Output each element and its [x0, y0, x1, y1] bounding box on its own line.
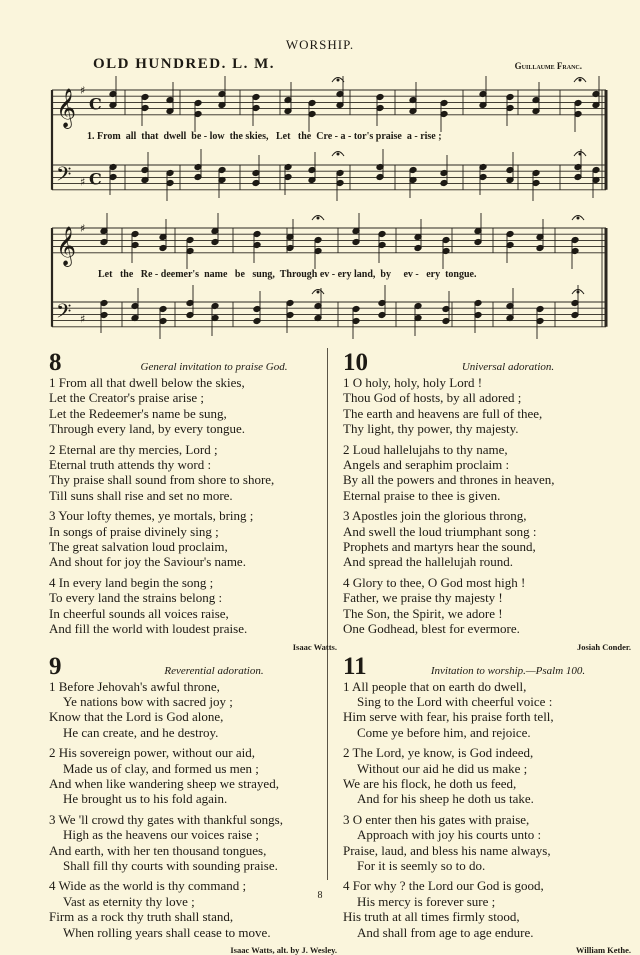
verse-line: The earth and heavens are full of thee,	[343, 406, 633, 421]
lyric-line-1: 1. From all that dwell be - low the skies, Let the Cre - a - tor's praise a - rise ;	[87, 131, 442, 142]
hymn-8	[49, 350, 339, 652]
hymn-number: 11	[343, 654, 393, 679]
verse-line: Through every land, by every tongue.	[49, 421, 339, 436]
verse-line: 4 Wide as the world is thy command ;	[49, 878, 339, 893]
verse-line: Till suns shall rise and set no more.	[49, 488, 339, 503]
verse-line: Come ye before him, and rejoice.	[343, 725, 633, 740]
verse-line: Vast as eternity thy love ;	[49, 894, 339, 909]
fermata-dot	[317, 217, 319, 219]
hymn-header	[49, 350, 339, 375]
hymn-author: William Kethe.	[343, 945, 633, 955]
time-signature-icon: C	[89, 95, 102, 114]
treble-clef-icon: 𝄞	[56, 226, 76, 267]
verse-line: Prophets and martyrs hear the sound,	[343, 539, 633, 554]
tune-name: OLD HUNDRED. L. M.	[93, 56, 275, 73]
stanza	[49, 878, 339, 940]
verse-line: And when like wandering sheep we strayed,	[49, 776, 339, 791]
verse-line: We are his flock, he doth us feed,	[343, 776, 633, 791]
verse-line: The Son, the Spirit, we adore !	[343, 606, 633, 621]
key-signature-icon: ♯	[80, 84, 85, 97]
verse-line: 1 From all that dwell below the skies,	[49, 375, 339, 390]
verse-line: 3 We 'll crowd thy gates with thankful songs,	[49, 812, 339, 827]
key-signature-icon: ♯	[80, 313, 85, 326]
verse-line: Firm as a rock thy truth shall stand,	[49, 909, 339, 924]
verse-line: 3 O enter then his gates with praise,	[343, 812, 633, 827]
hymn-caption: General invitation to praise God.	[99, 361, 339, 373]
verse-line: One Godhead, blest for evermore.	[343, 621, 633, 636]
hymn-caption: Universal adoration.	[393, 361, 633, 373]
hymn-author: Josiah Conder.	[343, 642, 633, 652]
verse-line: By all the powers and thrones in heaven,	[343, 472, 633, 487]
page-number: 8	[0, 890, 640, 901]
verse-line: 1 Before Jehovah's awful throne,	[49, 679, 339, 694]
verse-line: 4 Glory to thee, O God most high !	[343, 575, 633, 590]
verse-line: And spread the hallelujah round.	[343, 554, 633, 569]
hymn-header	[343, 350, 633, 375]
verse-line: 2 The Lord, ye know, is God indeed,	[343, 745, 633, 760]
verse-line: Let the Creator's praise arise ;	[49, 390, 339, 405]
verse-line: For it is seemly so to do.	[343, 858, 633, 873]
verse-line: Without our aid he did us make ;	[343, 761, 633, 776]
verse-line: Shall fill thy courts with sounding praise.	[49, 858, 339, 873]
verse-line: And shout for joy the Saviour's name.	[49, 554, 339, 569]
bass-clef-icon: 𝄢	[56, 300, 71, 328]
verse-line: Approach with joy his courts unto :	[343, 827, 633, 842]
hymn-caption: Invitation to worship.—Psalm 100.	[393, 665, 633, 677]
stanza	[49, 745, 339, 807]
stanza	[343, 878, 633, 940]
verse-line: 4 In every land begin the song ;	[49, 575, 339, 590]
verse-line: Him serve with fear, his praise forth tell,	[343, 709, 633, 724]
section-title: WORSHIP.	[0, 37, 640, 53]
verse-line: Know that the Lord is God alone,	[49, 709, 339, 724]
verse-line: He brought us to his fold again.	[49, 791, 339, 806]
fermata-dot	[579, 79, 581, 81]
stanza	[343, 679, 633, 741]
verse-line: Thy praise shall sound from shore to shore,	[49, 472, 339, 487]
fermata-dot	[577, 291, 579, 293]
fermata-dot	[577, 217, 579, 219]
time-signature-icon: C	[89, 170, 102, 189]
fermata-dot	[337, 153, 339, 155]
stanza	[343, 575, 633, 637]
verse-line: Thy light, thy power, thy majesty.	[343, 421, 633, 436]
verse-line: Made us of clay, and formed us men ;	[49, 761, 339, 776]
verse-line: And fill the world with loudest praise.	[49, 621, 339, 636]
verse-line: 1 All people that on earth do dwell,	[343, 679, 633, 694]
verse-line: And for his sheep he doth us take.	[343, 791, 633, 806]
stanza	[49, 679, 339, 741]
hymn-9	[49, 654, 339, 955]
verse-line: Let the Redeemer's name be sung,	[49, 406, 339, 421]
verse-line: He can create, and he destroy.	[49, 725, 339, 740]
composer-credit: Guillaume Franc.	[515, 61, 582, 71]
stanza	[343, 442, 633, 504]
stanza	[49, 812, 339, 874]
verse-line: Thou God of hosts, by all adored ;	[343, 390, 633, 405]
verse-line: His truth at all times firmly stood,	[343, 909, 633, 924]
stanza	[49, 442, 339, 504]
hymn-header	[49, 654, 339, 679]
verse-line: The great salvation loud proclaim,	[49, 539, 339, 554]
hymn-caption: Reverential adoration.	[99, 665, 339, 677]
verse-line: Eternal truth attends thy word :	[49, 457, 339, 472]
hymn-author: Isaac Watts, alt. by J. Wesley.	[49, 945, 339, 955]
left-column	[49, 350, 339, 955]
verse-line: Father, we praise thy majesty !	[343, 590, 633, 605]
hymn-author: Isaac Watts.	[49, 642, 339, 652]
stanza	[49, 575, 339, 637]
fermata-dot	[579, 153, 581, 155]
key-signature-icon: ♯	[80, 176, 85, 189]
verse-line: When rolling years shall cease to move.	[49, 925, 339, 940]
verse-line: And swell the loud triumphant song :	[343, 524, 633, 539]
verse-line: In cheerful sounds all voices raise,	[49, 606, 339, 621]
hymn-number: 8	[49, 350, 99, 375]
verse-line: Angels and seraphim proclaim :	[343, 457, 633, 472]
hymn-11	[343, 654, 633, 955]
right-column	[343, 350, 633, 955]
key-signature-icon: ♯	[80, 222, 85, 235]
verse-line: 3 Your lofty themes, ye mortals, bring ;	[49, 508, 339, 523]
stanza	[343, 745, 633, 807]
verse-line: 2 His sovereign power, without our aid,	[49, 745, 339, 760]
verse-line: High as the heavens our voices raise ;	[49, 827, 339, 842]
stanza	[343, 812, 633, 874]
hymn-number: 10	[343, 350, 393, 375]
verse-line: To every land the strains belong :	[49, 590, 339, 605]
verse-line: Eternal praise to thee is given.	[343, 488, 633, 503]
hymn-number: 9	[49, 654, 99, 679]
stanza	[343, 508, 633, 570]
fermata-dot	[337, 79, 339, 81]
lyric-line-2: Let the Re - deemer's name be sung, Through ev - ery land, by ev - ery tongue.	[98, 269, 477, 280]
verse-line: And earth, with her ten thousand tongues,	[49, 843, 339, 858]
fermata-dot	[317, 291, 319, 293]
music-score	[0, 0, 640, 345]
verse-line: And shall from age to age endure.	[343, 925, 633, 940]
verse-line: Praise, laud, and bless his name always,	[343, 843, 633, 858]
bass-clef-icon: 𝄢	[56, 163, 71, 191]
verse-line: Ye nations bow with sacred joy ;	[49, 694, 339, 709]
verse-line: His mercy is forever sure ;	[343, 894, 633, 909]
verse-line: 1 O holy, holy, holy Lord !	[343, 375, 633, 390]
verse-line: Sing to the Lord with cheerful voice :	[343, 694, 633, 709]
stanza	[343, 375, 633, 437]
verse-line: 2 Eternal are thy mercies, Lord ;	[49, 442, 339, 457]
verse-line: 4 For why ? the Lord our God is good,	[343, 878, 633, 893]
hymn-10	[343, 350, 633, 652]
hymn-header	[343, 654, 633, 679]
verse-line: In songs of praise divinely sing ;	[49, 524, 339, 539]
stanza	[49, 375, 339, 437]
verse-line: 3 Apostles join the glorious throng,	[343, 508, 633, 523]
treble-clef-icon: 𝄞	[56, 88, 76, 129]
verse-line: 2 Loud hallelujahs to thy name,	[343, 442, 633, 457]
stanza	[49, 508, 339, 570]
